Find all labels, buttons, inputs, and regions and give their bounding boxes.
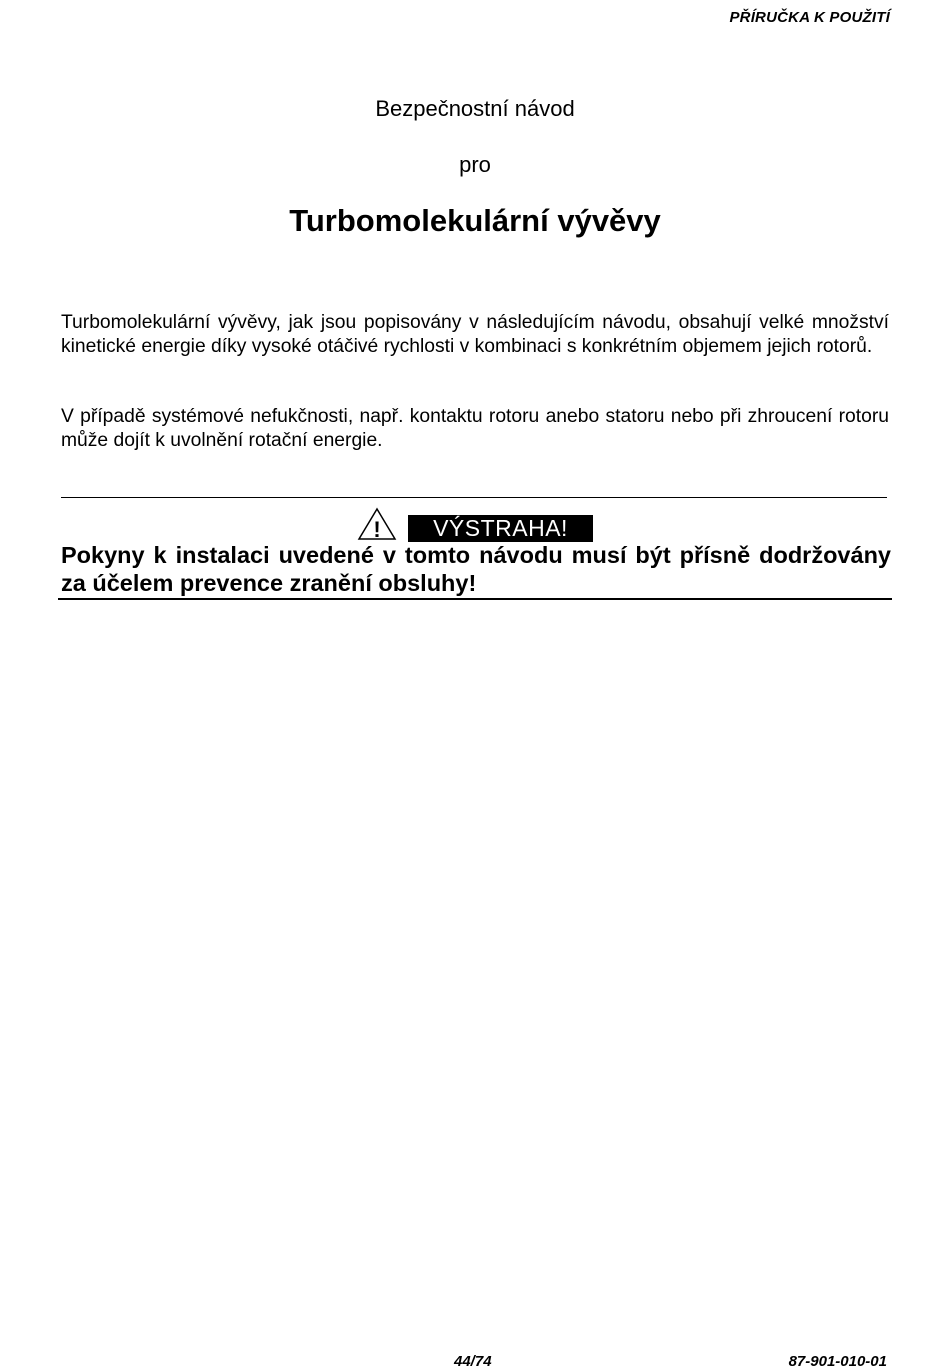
warning-icon-glyph: ! (373, 517, 381, 541)
body-paragraph-2: V případě systémové nefukčnosti, např. kontaktu rotoru anebo statoru nebo při zhroucení rotoru může dojít k uvolnění rotační energie. (61, 406, 889, 451)
title-line-2: pro (459, 152, 491, 177)
warning-text: Pokyny k instalaci uvedené v tomto návodu musí být přísně dodržovány za účelem prevence zranění obsluhy! (61, 542, 891, 596)
warning-top-rule (61, 497, 887, 498)
page-title: Turbomolekulární vývěvy (289, 203, 661, 238)
warning-triangle-icon (357, 507, 397, 541)
document-number: 87-901-010-01 (788, 1353, 887, 1370)
warning-label: VÝSTRAHA! (408, 515, 593, 542)
title-line-1: Bezpečnostní návod (375, 96, 575, 121)
warning-header (0, 507, 950, 543)
body-paragraph-1: Turbomolekulární vývěvy, jak jsou popisovány v následujícím návodu, obsahují velké množství kinetické energie díky vysoké otáčivé rychlosti v kombinaci s konkrétním objemem jejich rotorů. (61, 312, 889, 357)
warning-bottom-rule (58, 598, 892, 600)
running-header: PŘÍRUČKA K POUŽITÍ (729, 9, 890, 26)
page-number: 44/74 (454, 1353, 492, 1370)
